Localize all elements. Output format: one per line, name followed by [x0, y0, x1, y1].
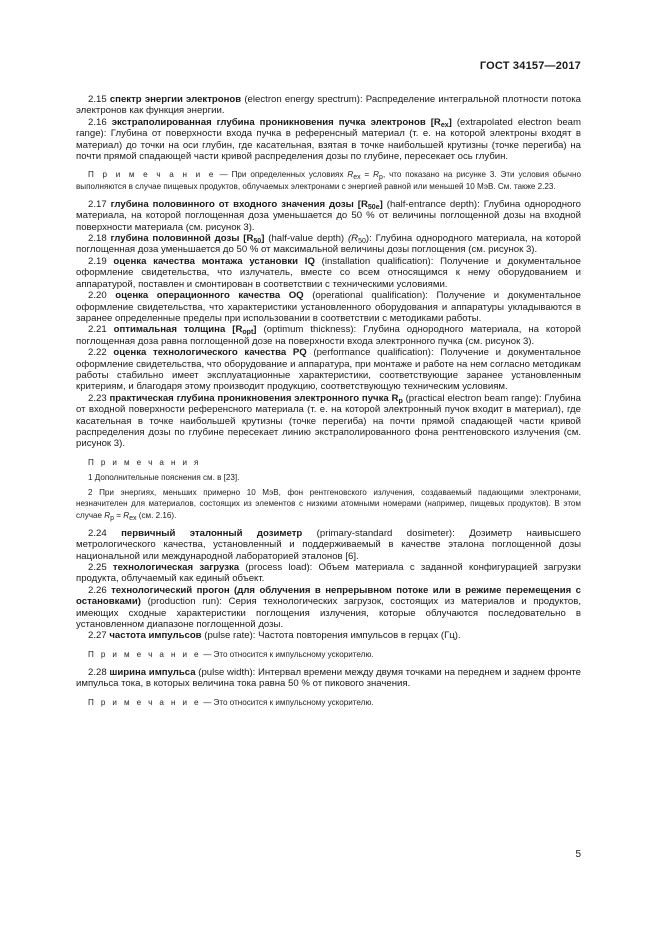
note-2-23-2: 2 При энергиях, меньших примерно 10 МэВ, фон рентгеновского излучения, создаваемый падающими электронами, незначителен для материалов, состоящих из элементов с низкими атомными номерами (например, пищевых продуктов). В этом случае $R_p = R_{ex}$ (см. 2.16).: [76, 488, 581, 522]
term-title: оценка операционного качества OQ: [115, 290, 304, 302]
term-title: оценка качества монтажа установки IQ: [113, 255, 315, 267]
term-2-21: 2.21 оптимальная толщина $[R_{opt}]$ (optimum thickness): Глубина однородного материала, на которой поглощенная доза равна поглощенной дозе на поверхности входа электронного пучка (см. рисунок 3).: [76, 324, 582, 347]
term-title: технологический прогон (для облучения в непрерывном потоке или в режиме перемещения с остановками): [76, 584, 582, 608]
term-2-23: 2.23 практическая глубина проникновения электронного пучка $R_p$ (practical electron beam range): Глубина от входной поверхности референсного материала (т. е. на которой электронный пучок входит в материал), где касательная в точке наибольшей крутизны (точке перегиба) на почти прямой спадающей части кривой распределения дозы по глубине пересекает линию экстраполированного фона рентгеновского излучения (см. рисунок 3).: [76, 392, 582, 450]
page-content: [76, 94, 581, 708]
notes-2-23-label: П р и м е ч а н и я: [88, 457, 201, 467]
term-2-25: 2.25 технологическая загрузка (process load): Объем материала с заданной конфигурацией загрузки продукта, облучаемый как единый объект.: [76, 562, 581, 585]
term-title: практическая глубина проникновения электронного пучка $R_p$: [109, 392, 403, 405]
note-2-27: П р и м е ч а н и е — Это относится к импульсному ускорителю.: [88, 649, 374, 659]
term-title: частота импульсов: [109, 630, 202, 642]
term-title: оценка технологического качества PQ: [113, 347, 307, 359]
term-2-27: 2.27 частота импульсов (pulse rate): Частота повторения импульсов в герцах (Гц).: [88, 630, 461, 642]
document-code: ГОСТ 34157—2017: [479, 60, 581, 72]
note-2-28: П р и м е ч а н и е — Это относится к импульсному ускорителю.: [88, 697, 374, 707]
term-2-22: 2.22 оценка технологического качества PQ (performance qualification): Получение и документальное оформление свидетельства, что оборудование и аппаратура, при монтаже и работе на нем согласно методикам работы стабильно имеет эксплуатационные характеристики, соответствующие заранее установленным критериям, и благодаря этому производит продукцию, соответствующую техническим условиям.: [76, 347, 581, 393]
term-2-16: 2.16 экстраполированная глубина проникновения пучка электронов $[R_{ex}]$ (extrapolated electron beam range): Глубина от поверхности входа пучка в референсный материал (т. е. на которой электроны входят в материал) до точки на оси глубин, где касательная, взятая в точке наибольшей крутизны (точке перегиба) на почти прямой спадающей части кривой распределения дозы по глубине, пересекает ось глубин.: [76, 116, 581, 163]
term-2-19: 2.19 оценка качества монтажа установки IQ (installation qualification): Получение и документальное оформление свидетельства, что излучатель, вместе со всем относящимся к нему оборудованием и аппаратурой, поставлен и смонтирован в соответствии с техническими условиями.: [76, 255, 582, 290]
term-2-17: 2.17 глубина половинного от входного значения дозы $[R_{50e}]$ (half-entrance depth): Глубина однородного материала, на которой поглощенная доза уменьшается до 50 % от величины поглощенной дозы на входной поверхности материала (см. рисунок 3).: [76, 198, 581, 233]
term-title: технологическая загрузка: [112, 562, 240, 574]
term-title: ширина импульса: [109, 667, 196, 679]
term-title: экстраполированная глубина проникновения пучка электронов $[R_{ex}]$: [111, 116, 452, 129]
term-2-26: 2.26 технологический прогон (для облучения в непрерывном потоке или в режиме перемещения с остановками) (production run): Серия технологических загрузок, состоящих из материалов и продуктов, имеющих сходные характеристики поглощения излучения, которые облучаются последовательно в установленном диапазоне поглощенной дозы.: [76, 584, 582, 631]
term-title: оптимальная толщина $[R_{opt}]$: [113, 324, 257, 337]
note-2-16: П р и м е ч а н и е — При определенных условиях $R_{ex} = R_p$, что показано на рисунке 3. Эти условия обычно выполняются в случае пищевых продуктов, облучаемых электронами с энергией равной или меньшей 10 МэВ. См. также 2.23.: [76, 170, 581, 191]
term-title: глубина половинной дозы $[R_{50}]$: [110, 233, 265, 246]
term-2-18: 2.18 глубина половинной дозы $[R_{50}]$ (half-value depth) $(R_{50})$: Глубина однородного материала, на которой поглощенная доза уменьшается до 50 % от максимальной величины дозы поглощения (см. рисунок 3).: [76, 233, 581, 256]
term-2-24: 2.24 первичный эталонный дозиметр (primary-standard dosimeter): Дозиметр наивысшего метрологического качества, установленный и поддерживаемый в качестве эталона поглощенной дозы национальной или международной лабораторией эталонов [6].: [76, 527, 581, 562]
term-2-20: 2.20 оценка операционного качества OQ (operational qualification): Получение и документальное оформление свидетельства, что характеристики установленного оборудования и аппаратуры укладываются в заранее определенные пределы при использовании в соответствии с методиками работы.: [76, 290, 581, 324]
term-title: первичный эталонный дозиметр: [121, 527, 303, 539]
page-number: 5: [575, 849, 581, 860]
note-2-23-1: 1 Дополнительные пояснения см. в [23].: [88, 472, 240, 482]
term-title: глубина половинного от входного значения дозы $[R_{50e}]$: [110, 198, 383, 211]
term-title: спектр энергии электронов: [109, 94, 242, 105]
term-2-15: 2.15 спектр энергии электронов (electron energy spectrum): Распределение интегральной плотности потока электронов как функция энергии.: [76, 94, 581, 117]
term-2-28: 2.28 ширина импульса (pulse width): Интервал времени между двумя точками на переднем и заднем фронте импульса тока, в которых величина тока равна 50 % от пикового значения.: [76, 667, 581, 690]
